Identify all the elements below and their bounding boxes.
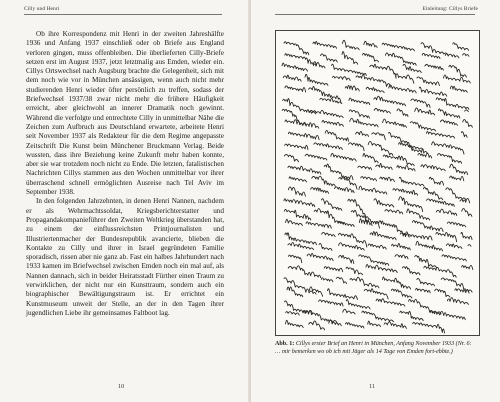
handwritten-word bbox=[288, 187, 305, 196]
handwritten-word bbox=[446, 188, 466, 200]
handwritten-word bbox=[385, 53, 416, 65]
handwritten-word bbox=[284, 278, 316, 294]
handwritten-word bbox=[310, 110, 343, 117]
handwritten-word bbox=[343, 309, 355, 314]
figure-caption bbox=[275, 340, 478, 356]
handwritten-word bbox=[442, 255, 467, 261]
handwritten-word bbox=[430, 311, 465, 320]
handwritten-word bbox=[374, 96, 406, 106]
handwritten-word bbox=[345, 85, 359, 91]
handwritten-word bbox=[415, 108, 435, 115]
handwritten-word bbox=[288, 255, 301, 263]
handwritten-word bbox=[307, 253, 333, 260]
handwritten-word bbox=[446, 244, 462, 249]
handwritten-word bbox=[332, 64, 367, 75]
handwritten-word bbox=[403, 64, 421, 72]
handwritten-word bbox=[286, 219, 303, 225]
handwritten-word bbox=[397, 165, 415, 170]
handwritten-word bbox=[376, 163, 393, 169]
handwritten-word bbox=[288, 166, 321, 174]
handwritten-word bbox=[400, 311, 423, 320]
handwritten-word bbox=[309, 321, 325, 330]
handwritten-word bbox=[364, 41, 377, 47]
handwritten-word bbox=[462, 209, 472, 217]
handwritten-word bbox=[393, 189, 418, 196]
handwritten-word bbox=[287, 287, 303, 297]
handwritten-word bbox=[361, 177, 377, 181]
handwritten-word bbox=[380, 177, 395, 182]
handwritten-word bbox=[364, 289, 388, 299]
handwritten-word bbox=[384, 322, 406, 329]
handwritten-word bbox=[366, 87, 384, 92]
handwritten-word bbox=[328, 289, 358, 300]
handwritten-word bbox=[374, 199, 394, 207]
handwritten-word bbox=[314, 143, 343, 150]
handwritten-word bbox=[370, 232, 396, 240]
left-page bbox=[0, 0, 249, 402]
handwritten-word bbox=[284, 42, 309, 55]
handwritten-word bbox=[284, 199, 315, 207]
handwritten-word bbox=[453, 43, 469, 51]
handwritten-word bbox=[350, 118, 378, 127]
handwritten-word bbox=[359, 186, 387, 194]
handwritten-word bbox=[342, 52, 358, 65]
handwritten-word bbox=[346, 323, 365, 328]
handwritten-word bbox=[460, 198, 470, 202]
paragraph-2: In den folgenden Jahrzehnten, in denen Henri Nannen, nachdem er als Wehrmachtssoldat, Kriegsberichterstatter und Propagandakompanieführer den Zweiten Weltkrieg überstanden hat, zu einem der einflussreichsten Printjournalisten und Illustriertenmacher der Bundesrepublik avancierte, blieben die Kontakte zu Cilly und ihrer in Israel gegründeten Familie sporadisch, rissen aber nie ganz ab. Fast ein halbes Jahrhundert nach 1933 kamen im Briefwechsel zwischen Emden noch ein mal auf, als Nannen dannach, sich in beider Heiratsstadt Fürther einen Traum zu verwirklichen, der nicht nur ein Kunsttraum, sondern auch ein biographischer Bewältigungstraum ist. Er errichtet ein Kunstmuseum unweit der Stelle, an der in den Tagen ihrer jugendlichen Liebe ihr gemeinsames Faltboot lag. bbox=[26, 197, 224, 317]
handwritten-word bbox=[436, 232, 457, 241]
handwritten-word bbox=[321, 278, 333, 282]
handwritten-word bbox=[339, 255, 354, 263]
handwritten-word bbox=[339, 177, 357, 189]
handwritten-word bbox=[362, 311, 394, 322]
handwritten-word bbox=[410, 122, 436, 131]
handwritten-word bbox=[391, 289, 412, 298]
handwritten-word bbox=[445, 54, 459, 58]
page-number-left: 10 bbox=[118, 383, 125, 390]
handwritten-word bbox=[423, 187, 442, 199]
handwritten-word bbox=[376, 299, 405, 306]
handwritten-word bbox=[331, 153, 356, 161]
handwritten-word bbox=[306, 222, 331, 229]
handwritten-word bbox=[282, 109, 306, 126]
body-text bbox=[26, 30, 224, 318]
handwritten-word bbox=[288, 266, 321, 278]
handwritten-word bbox=[356, 131, 369, 136]
handwritten-word bbox=[425, 64, 444, 70]
handwritten-word bbox=[436, 209, 457, 215]
handwritten-word bbox=[383, 277, 411, 289]
handwritten-word bbox=[324, 267, 343, 272]
caption-label: Abb. 1: bbox=[275, 341, 295, 347]
handwritten-word bbox=[468, 245, 471, 247]
handwritten-word bbox=[396, 74, 414, 84]
handwritten-word bbox=[286, 320, 304, 327]
handwritten-word bbox=[426, 132, 454, 139]
handwritten-word bbox=[438, 109, 460, 118]
handwritten-word bbox=[450, 164, 468, 174]
handwritten-word bbox=[343, 40, 360, 50]
handwritten-word bbox=[284, 209, 311, 220]
handwritten-word bbox=[418, 153, 432, 158]
handwritten-word bbox=[314, 209, 345, 225]
handwritten-word bbox=[374, 108, 390, 113]
handwritten-word bbox=[285, 54, 317, 65]
handwritten-word bbox=[383, 155, 414, 166]
handwritten-word bbox=[356, 74, 391, 87]
handwritten-word bbox=[322, 120, 343, 126]
handwritten-word bbox=[338, 221, 355, 226]
handwritten-word bbox=[432, 142, 464, 154]
handwritten-word bbox=[348, 199, 369, 218]
handwritten-word bbox=[325, 130, 348, 141]
handwritten-letter-facsimile bbox=[275, 30, 480, 336]
handwritten-word bbox=[427, 199, 455, 206]
handwritten-word bbox=[339, 243, 365, 250]
handwritten-word bbox=[440, 120, 457, 125]
handwritten-word bbox=[288, 242, 314, 249]
handwritten-word bbox=[350, 277, 379, 288]
handwritten-word bbox=[359, 255, 389, 266]
handwritten-word bbox=[283, 75, 301, 81]
paragraph-1: Ob ihre Korrespondenz mit Henri in der zweiten Jahreshälfte 1936 und Anfang 1937 einschließ oder ob Briefe aus England verloren gingen, muss offenbleiben. Die überlieferten Cilly-Briefe setzen erst im August 1937, jetzt letztmalig aus Emden, wieder ein. Cillys Ortswechsel nach Augsburg brachte die Gelegenheit, sich mit dem noch wie vor in München ansässigen, wenn auch nicht mehr studierenden Henri wieder öfter persönlich zu treffen, sodass der Briefwechsel 1937/38 zwar nicht mehr die frühere Häufigkeit erreicht, aber gleichwohl an innerer Dramatik noch gewinnt. Während die verfolgte und entrechtete Cilly in unmittelbar Nähe die Zeichen zum Aufbruch aus Deutschland erwartete, arbeitete Henri seit November 1937 als Redakteur für die dem Regime angepasste Zeitschrift Die Kunst beim Münchener Bruckmann Verlag. Beide wussten, dass ihre Beziehung keine Zukunft mehr haben konnte, aber sie war trotzdem noch nicht zu Ende. Die letzten, fatalistischen Nachrichten Cillys stammen aus den Wochen unmittelbar vor ihrer überraschend schnell ermöglichten Ausreise nach Tel Aviv im September 1938. bbox=[26, 30, 224, 197]
handwritten-word bbox=[363, 153, 378, 162]
handwritten-word bbox=[461, 132, 467, 138]
handwritten-word bbox=[435, 289, 450, 297]
handwritten-word bbox=[285, 86, 306, 92]
handwritten-word bbox=[368, 141, 393, 155]
handwritten-word bbox=[309, 86, 341, 103]
handwritten-word bbox=[417, 278, 435, 285]
handwritten-word bbox=[399, 177, 424, 186]
handwritten-word bbox=[319, 243, 332, 250]
handwritten-word bbox=[463, 54, 469, 57]
handwritten-word bbox=[416, 288, 431, 293]
handwritten-word bbox=[415, 255, 437, 267]
page-number-right: 11 bbox=[369, 383, 375, 390]
handwritten-word bbox=[413, 322, 445, 333]
handwritten-word bbox=[455, 289, 469, 294]
handwritten-word bbox=[368, 321, 381, 327]
handwritten-word bbox=[305, 154, 327, 160]
handwritten-word bbox=[358, 166, 372, 170]
right-page bbox=[251, 0, 500, 402]
handwritten-word bbox=[389, 85, 417, 93]
handwriting-scribble bbox=[276, 31, 479, 335]
handwritten-word bbox=[449, 65, 466, 77]
caption-text: Cillys erster Brief an Henri in München, Anfang November 1933 (Nr. 6: … mir bemerken wo ob ich mit Jäger als 14 Tage von Emden fort-ebbte.) bbox=[275, 341, 472, 355]
handwritten-word bbox=[336, 277, 346, 283]
handwritten-word bbox=[421, 165, 445, 171]
handwritten-word bbox=[289, 177, 307, 182]
handwritten-word bbox=[392, 243, 411, 249]
handwritten-word bbox=[312, 176, 336, 186]
handwritten-word bbox=[333, 76, 351, 80]
handwritten-word bbox=[383, 119, 407, 127]
handwritten-word bbox=[346, 267, 363, 275]
handwritten-word bbox=[335, 187, 355, 193]
handwritten-word bbox=[284, 154, 298, 161]
handwritten-word bbox=[399, 197, 423, 212]
handwritten-word bbox=[462, 265, 473, 269]
handwritten-word bbox=[395, 255, 408, 259]
handwritten-word bbox=[382, 43, 414, 51]
handwritten-word bbox=[389, 132, 424, 149]
handwritten-word bbox=[303, 310, 337, 323]
handwritten-word bbox=[416, 241, 443, 251]
handwritten-word bbox=[288, 132, 319, 140]
handwritten-word bbox=[363, 53, 379, 62]
handwritten-word bbox=[450, 176, 464, 181]
handwritten-word bbox=[285, 120, 319, 129]
handwritten-word bbox=[322, 199, 342, 211]
handwritten-word bbox=[402, 267, 420, 275]
handwritten-word bbox=[411, 99, 430, 108]
handwritten-word bbox=[422, 53, 440, 58]
handwritten-word bbox=[349, 98, 370, 105]
handwritten-word bbox=[463, 120, 473, 128]
handwritten-word bbox=[321, 54, 338, 62]
handwritten-word bbox=[372, 133, 386, 140]
handwritten-word bbox=[285, 144, 308, 149]
handwritten-word bbox=[368, 244, 386, 249]
running-header-right: Einleitung: Cillys Briefe bbox=[422, 6, 478, 12]
handwritten-word bbox=[397, 109, 408, 117]
handwritten-word bbox=[282, 63, 308, 71]
header-rule-right bbox=[275, 14, 475, 15]
handwritten-word bbox=[319, 300, 343, 306]
handwritten-word bbox=[351, 210, 379, 228]
handwritten-word bbox=[286, 312, 300, 316]
handwritten-word bbox=[424, 266, 456, 277]
handwritten-word bbox=[465, 110, 469, 112]
handwritten-word bbox=[412, 221, 443, 232]
handwritten-word bbox=[417, 77, 440, 86]
handwritten-word bbox=[447, 298, 468, 305]
handwritten-word bbox=[370, 64, 396, 78]
handwritten-word bbox=[407, 209, 430, 220]
handwritten-word bbox=[348, 143, 364, 151]
handwritten-word bbox=[313, 62, 325, 68]
handwritten-word bbox=[285, 233, 317, 245]
handwritten-word bbox=[450, 86, 467, 92]
handwritten-word bbox=[311, 188, 329, 194]
handwritten-word bbox=[349, 110, 369, 118]
handwritten-word bbox=[324, 164, 353, 180]
handwritten-word bbox=[313, 41, 337, 48]
handwritten-word bbox=[461, 232, 472, 239]
handwritten-word bbox=[421, 43, 448, 55]
handwritten-word bbox=[419, 87, 447, 96]
handwritten-word bbox=[447, 222, 466, 227]
handwritten-word bbox=[436, 98, 469, 110]
handwritten-word bbox=[346, 300, 370, 309]
handwritten-word bbox=[385, 210, 403, 214]
header-rule-left bbox=[24, 14, 222, 15]
handwritten-word bbox=[322, 232, 336, 236]
handwritten-word bbox=[366, 265, 397, 273]
handwritten-word bbox=[305, 74, 328, 85]
handwritten-word bbox=[429, 177, 443, 185]
running-header-left: Cilly und Henri bbox=[24, 6, 60, 12]
handwritten-word bbox=[437, 154, 461, 164]
